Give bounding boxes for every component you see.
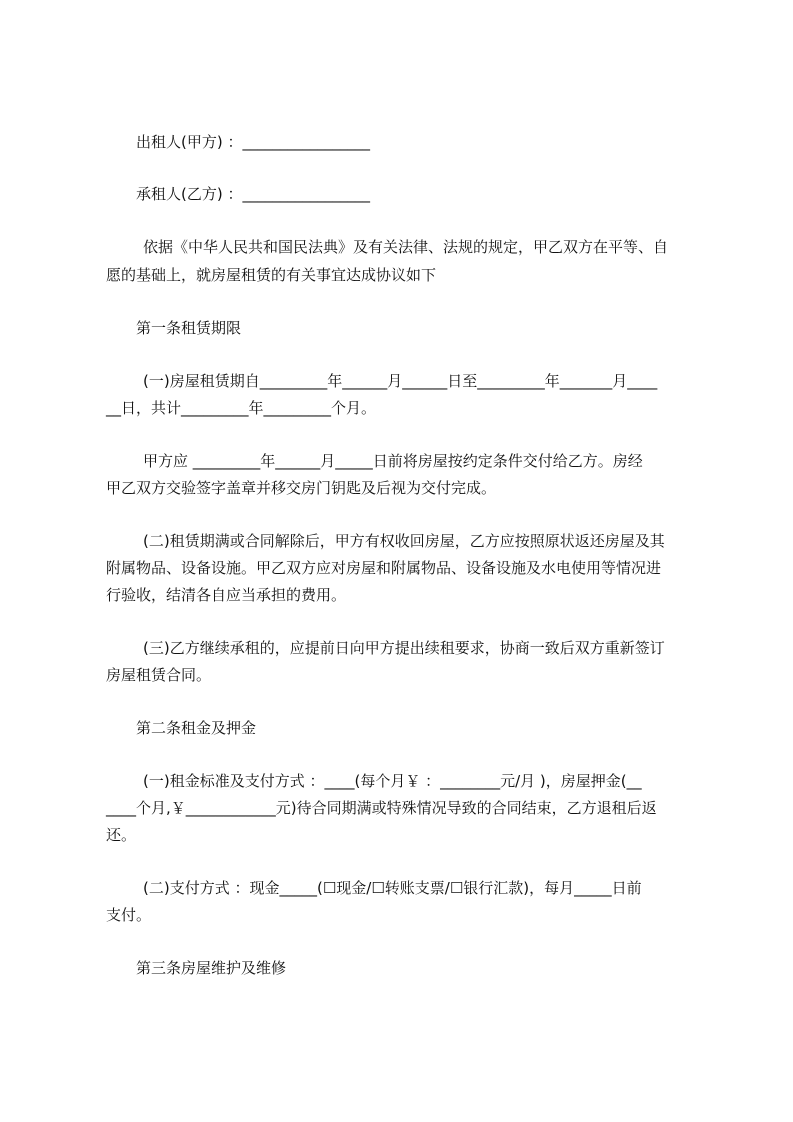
article-2-title: 第二条租金及押金	[136, 719, 257, 737]
preamble-line-1: 依据《中华人民共和国民法典》及有关法律、法规的规定，甲乙双方在平等、自	[143, 238, 669, 256]
delivery-line-1: 甲方应 _________年______月_____日前将房屋按约定条件交付给乙方。房经	[143, 452, 643, 470]
article-1-clause-2-line-1: (二)租赁期满或合同解除后，甲方有权收回房屋，乙方应按照原状返还房屋及其	[143, 532, 665, 550]
article-3-title: 第三条房屋维护及维修	[136, 959, 287, 977]
article-2-clause-1-line-3: 还。	[106, 826, 137, 844]
delivery-line-2: 甲乙双方交验签字盖章并移交房门钥匙及后视为交付完成。	[106, 479, 497, 497]
lessor-line: 出租人(甲方) ：_________________	[136, 133, 370, 151]
article-2-clause-1-line-1: (一)租金标准及支付方式 ：____(每个月￥ ：________元/月 )，房屋押金(__	[143, 772, 642, 790]
article-1-title: 第一条租赁期限	[136, 319, 242, 337]
article-2-clause-1-line-2: ____个月,￥____________元)待合同期满或特殊情况导致的合同结束，乙方退租后返	[106, 799, 657, 817]
article-1-clause-1-line-2: __日，共计_________年_________个月。	[106, 399, 377, 417]
article-1-clause-1-line-1: (一)房屋租赁期自_________年______月______日至_________年_______月____	[143, 372, 658, 390]
article-1-clause-2-line-3: 行验收，结清各自应当承担的费用。	[106, 586, 347, 604]
lessee-line: 承租人(乙方) ：_________________	[136, 185, 370, 203]
article-1-clause-3-line-2: 房屋租赁合同。	[106, 666, 212, 684]
article-2-clause-2-line-2: 支付。	[106, 906, 152, 924]
article-1-clause-2-line-2: 附属物品、设备设施。甲乙双方应对房屋和附属物品、设备设施及水电使用等情况进	[106, 559, 662, 577]
article-2-clause-2-line-1: (二)支付方式 ：现金_____(☐现金/☐转账支票/☐银行汇款)，每月_____日前	[143, 879, 642, 897]
article-1-clause-3-line-1: (三)乙方继续承租的，应提前日向甲方提出续租要求，协商一致后双方重新签订	[143, 639, 665, 657]
preamble-line-2: 愿的基础上，就房屋租赁的有关事宜达成协议如下	[106, 266, 437, 284]
